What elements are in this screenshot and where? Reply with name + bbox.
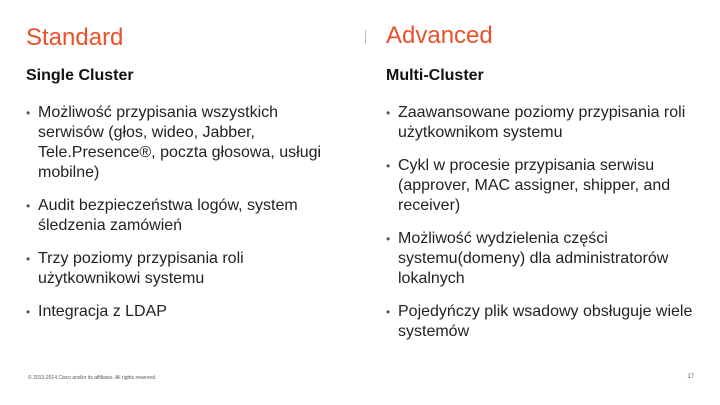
bullet-icon: •	[26, 106, 31, 120]
bullet-icon: •	[386, 232, 391, 246]
multi-cluster-subheading: Multi-Cluster	[386, 67, 484, 84]
list-item	[386, 229, 696, 289]
single-cluster-subheading: Single Cluster	[26, 67, 134, 84]
list-item	[386, 103, 696, 143]
bullet-text: Możliwość wydzielenia części systemu(domeny) dla administratorów lokalnych	[398, 230, 669, 287]
page-number: 17	[687, 374, 694, 380]
bullet-text: Cykl w procesie przypisania serwisu (approver, MAC assigner, shipper, and receiver)	[398, 157, 671, 214]
bullet-icon: •	[26, 252, 31, 266]
bullet-text: Integracja z LDAP	[38, 303, 167, 320]
list-item	[386, 156, 696, 216]
bullet-text: Pojedyńczy plik wsadowy obsługuje wiele systemów	[398, 303, 693, 340]
list-item	[26, 196, 326, 236]
bullet-icon: •	[386, 159, 391, 173]
list-item	[386, 302, 696, 342]
bullet-icon: •	[26, 305, 31, 319]
bullet-text: Zaawansowane poziomy przypisania roli użytkownikom systemu	[398, 104, 686, 141]
bullet-text: Audit bezpieczeństwa logów, system śledzenia zamówień	[38, 197, 298, 234]
standard-feature-list	[26, 103, 326, 322]
bullet-icon: •	[26, 199, 31, 213]
advanced-heading: Advanced	[386, 22, 493, 49]
list-item	[26, 302, 326, 322]
bullet-text: Możliwość przypisania wszystkich serwisów (głos, wideo, Jabber, Tele.Presence®, poczta głosowa, usługi mobilne)	[38, 104, 322, 181]
advanced-feature-list	[386, 103, 696, 342]
list-item	[26, 103, 326, 183]
bullet-icon: •	[386, 305, 391, 319]
standard-heading: Standard	[26, 24, 124, 51]
column-divider	[365, 30, 366, 44]
bullet-icon: •	[386, 106, 391, 120]
copyright-footer: © 2013-2014 Cisco and/or its affiliates. All rights reserved.	[28, 375, 157, 381]
bullet-text: Trzy poziomy przypisania roli użytkownikowi systemu	[38, 250, 244, 287]
list-item	[26, 249, 326, 289]
